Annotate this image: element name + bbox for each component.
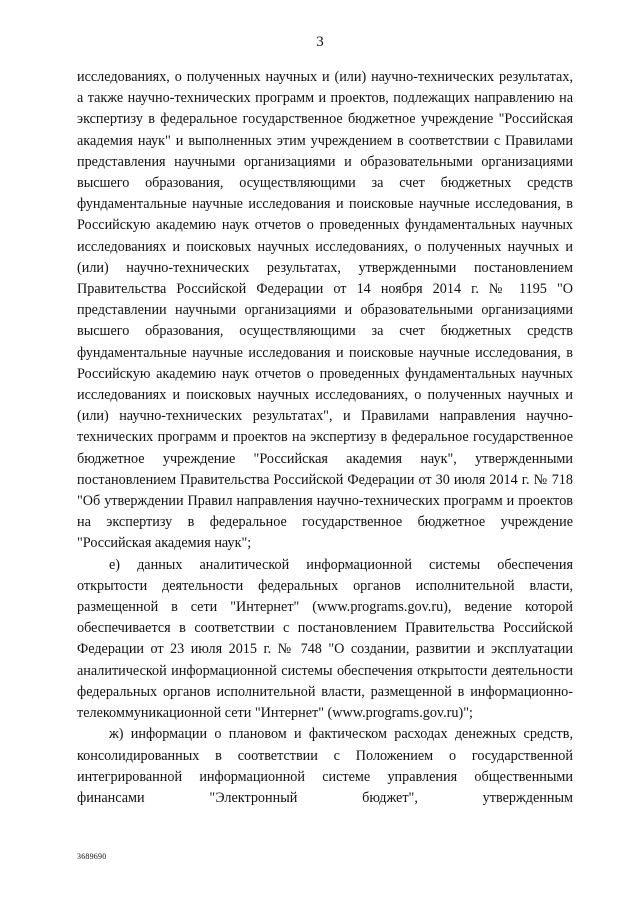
paragraph-item-zh: ж) информации о плановом и фактическом расходах денежных средств, консолидированных в соответствии с Положением о государственной интегрированной информационной системе управления общественными финансами "Электронный бюджет", утвержденным (77, 726, 573, 806)
document-body (77, 67, 573, 809)
paragraph-continuation: исследованиях, о полученных научных и (или) научно-технических результатах, а также научно-технических программ и проектов, подлежащих направлению на экспертизу в федеральное государственное бюджетное учреждение "Российская академия наук" и выполненных этим учреждением в соответствии с Правилами представления научными организациями и образовательными организациями высшего образования, осуществляющими за счет бюджетных средств фундаментальные научные исследования и поисковые научные исследования, в Российскую академию наук отчетов о проведенных фундаментальных научных исследованиях и поисковых научных исследованиях, о полученных научных и (или) научно-технических результатах, утвержденными постановлением Правительства Российской Федерации от 14 ноября 2014 г. № 1195 "О представлении научными организациями и образовательными организациями высшего образования, осуществляющими за счет бюджетных средств фундаментальные научные исследования и поисковые научные исследования, в Российскую академию наук отчетов о проведенных фундаментальных научных исследованиях и поисковых научных исследованиях, о полученных научных и (или) научно-технических результатах", и Правилами направления научно-технических программ и проектов на экспертизу в федеральное государственное бюджетное учреждение "Российская академия наук", утвержденными постановлением Правительства Российской Федерации от 30 июля 2014 г. № 718 "Об утверждении Правил направления научно-технических программ и проектов на экспертизу в федеральное государственное бюджетное учреждение "Российская академия наук"; (77, 69, 573, 552)
paragraph-item-e: е) данных аналитической информационной системы обеспечения открытости деятельности федеральных органов исполнительной власти, размещенной в сети "Интернет" (www.programs.gov.ru), ведение которой обеспечивается в соответствии с постановлением Правительства Российской Федерации от 23 июля 2015 г. № 748 "О создании, развитии и эксплуатации аналитической информационной системы обеспечения открытости деятельности федеральных органов исполнительной власти, размещенной в информационно-телекоммуникационной сети "Интернет" (www.programs.gov.ru)"; (77, 556, 573, 722)
page-number: 3 (316, 34, 324, 50)
document-code: 3689690 (77, 852, 107, 861)
